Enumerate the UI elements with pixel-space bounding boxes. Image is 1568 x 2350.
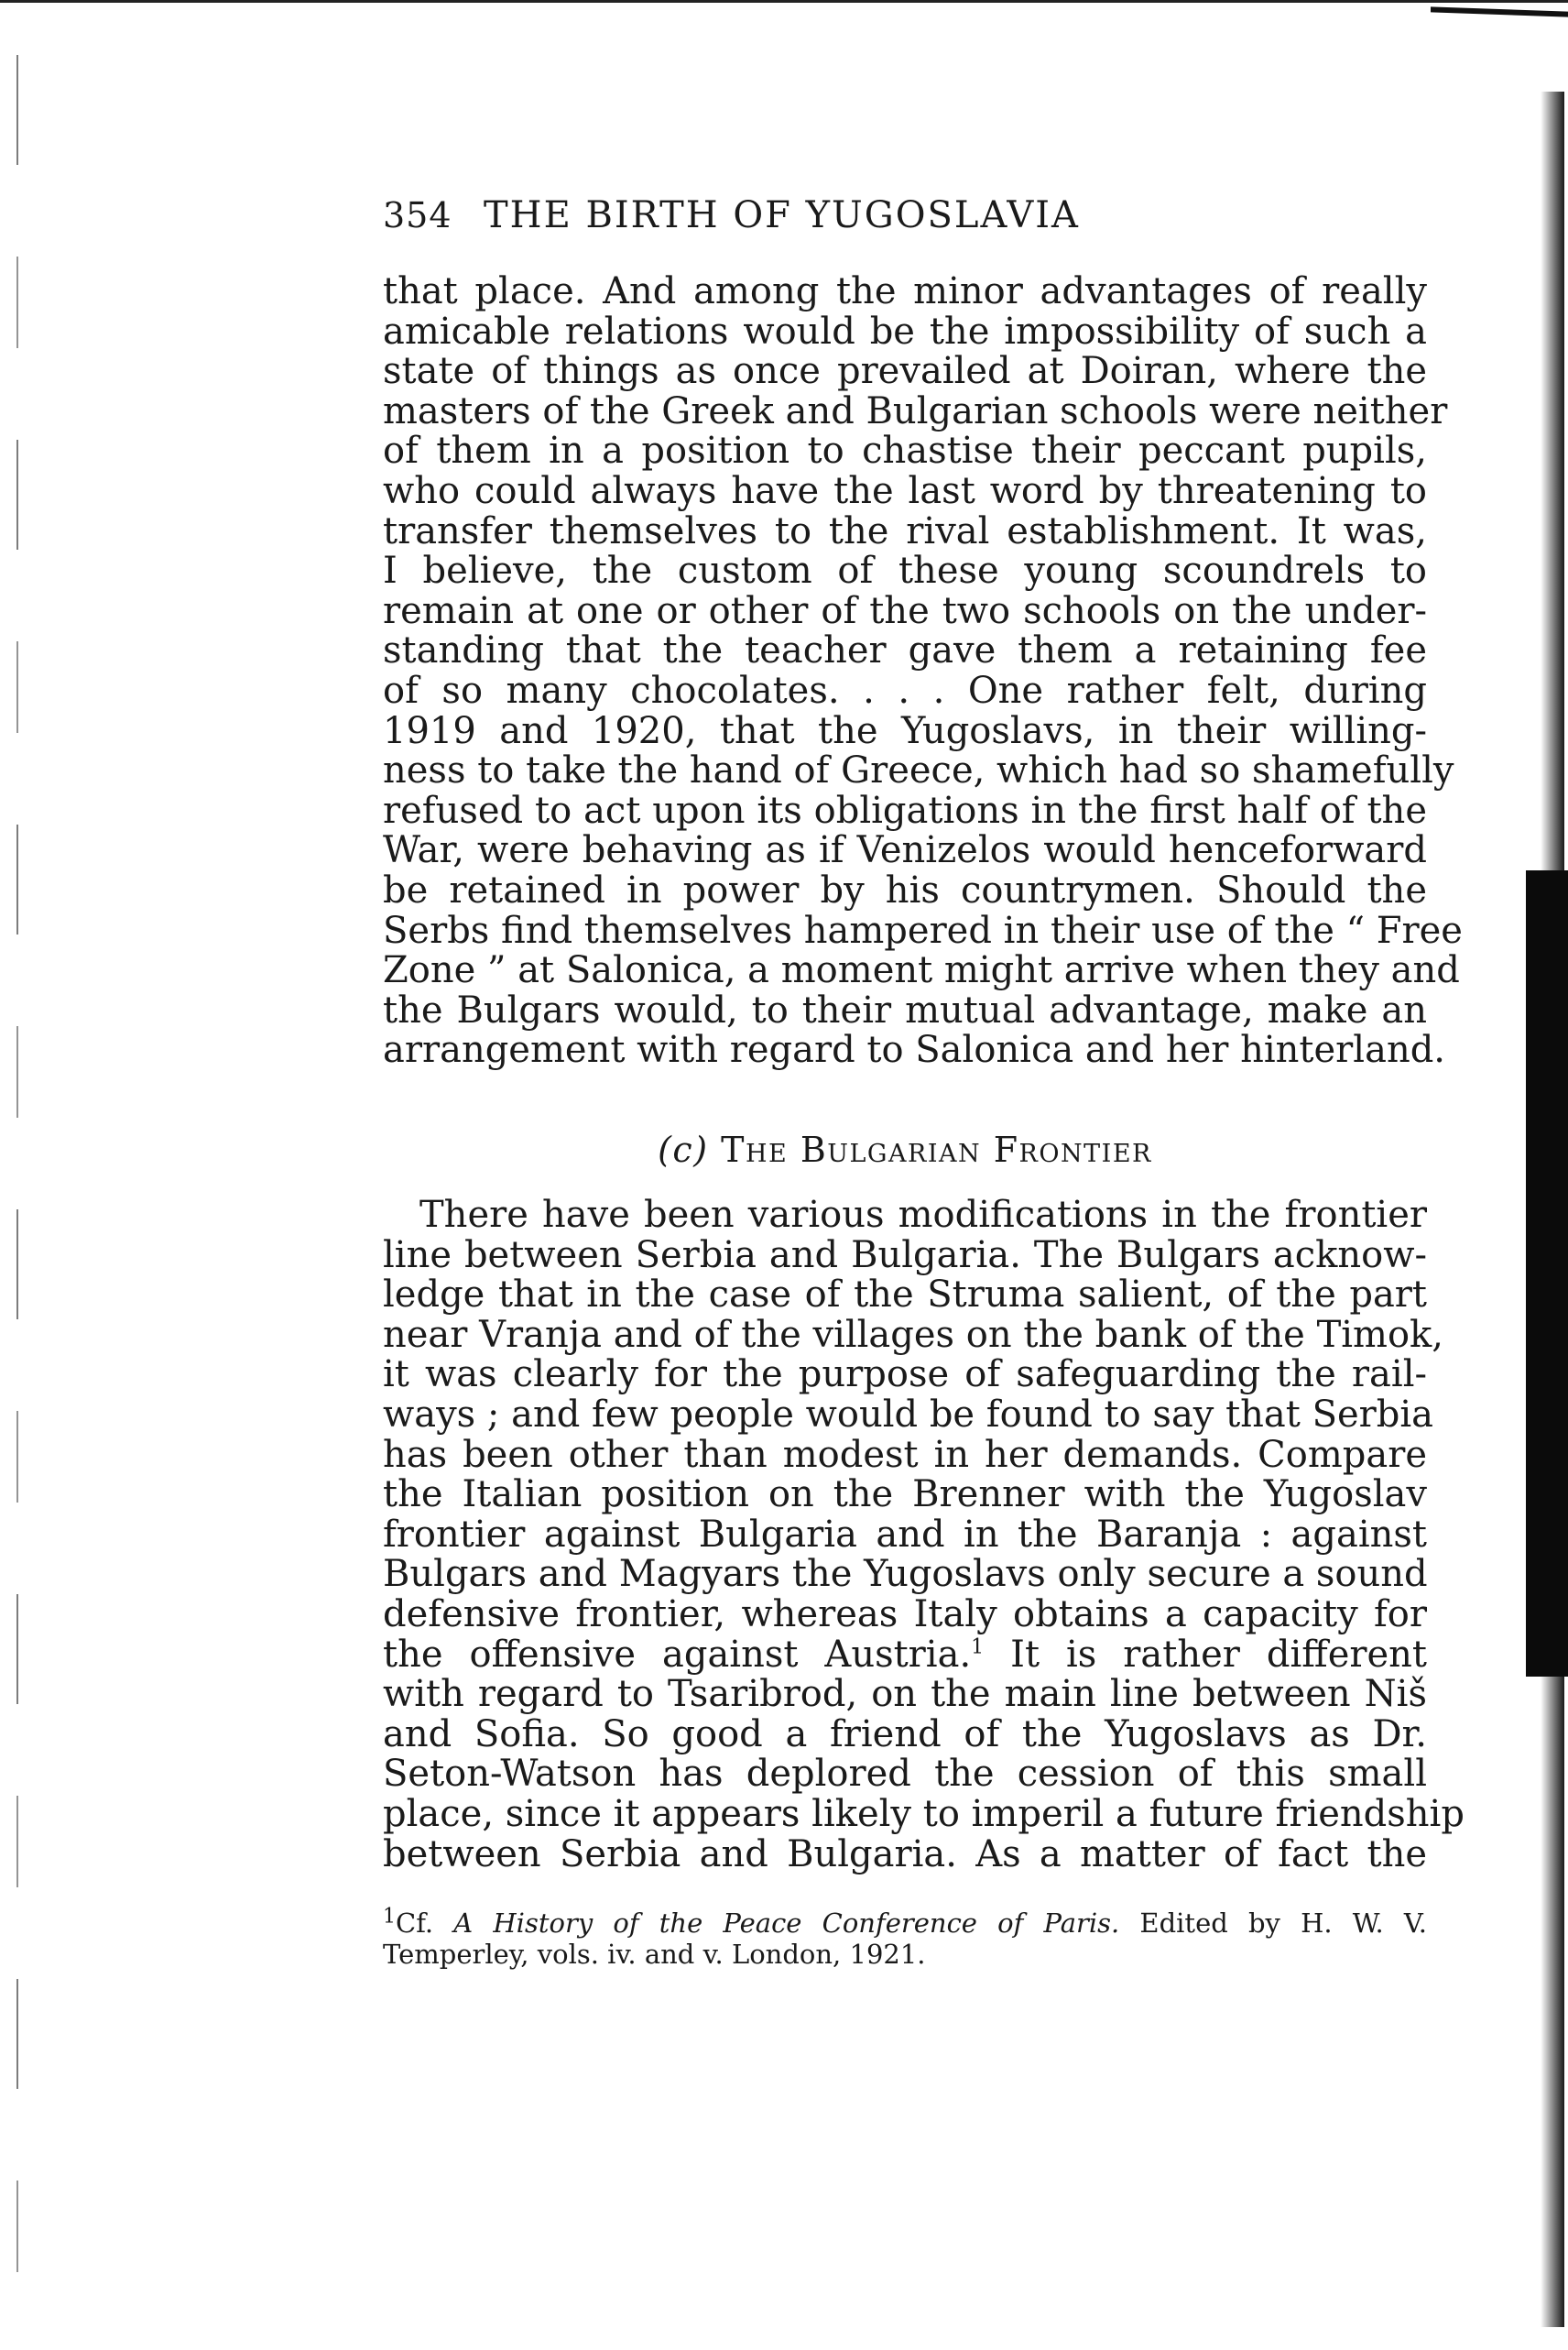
text-line: ledge that in the case of the Struma salient, of the part — [383, 1273, 1427, 1317]
text-line: with regard to Tsaribrod, on the main line between Niš — [383, 1673, 1427, 1716]
text-line: who could always have the last word by threatening to — [383, 469, 1427, 512]
footnote-line: Temperley, vols. iv. and v. London, 1921. — [383, 1939, 926, 1970]
page-number: 354 — [383, 195, 452, 235]
section-marker: (c) — [658, 1130, 709, 1170]
text-line: of them in a position to chastise their peccant pupils, — [383, 430, 1427, 473]
text-line: I believe, the custom of these young scoundrels to — [383, 550, 1427, 593]
text-line: place, since it appears likely to imperil a future friendship — [383, 1792, 1465, 1835]
text-line: Seton-Watson has deplored the cession of this small — [383, 1753, 1427, 1796]
section-subheading — [383, 1130, 1427, 1170]
text-line: be retained in power by his countrymen. Should the — [383, 869, 1427, 912]
text-line: and Sofia. So good a friend of the Yugoslavs as Dr. — [383, 1712, 1427, 1755]
text-line: standing that the teacher gave them a retaining fee — [383, 629, 1427, 672]
text-line: that place. And among the minor advantages of really — [383, 270, 1427, 312]
text-line: War, were behaving as if Venizelos would henceforward — [383, 829, 1427, 872]
footnote-reference[interactable]: 1 — [971, 1635, 985, 1659]
text-segment: the offensive against Austria. — [383, 1633, 972, 1676]
paragraph-continuation — [383, 270, 1463, 1072]
text-line: has been other than modest in her demands. Compare — [383, 1433, 1427, 1476]
text-line: refused to act upon its obligations in the first half of the — [383, 789, 1427, 832]
text-line: between Serbia and Bulgaria. As a matter of fact the — [383, 1832, 1427, 1875]
footnote-title: A History of the Peace Conference of Paris. — [453, 1907, 1120, 1939]
paragraph-bulgarian-frontier — [383, 1194, 1465, 1875]
text-line: state of things as once prevailed at Doiran, where the — [383, 350, 1427, 393]
text-line: remain at one or other of the two schools on the under- — [383, 589, 1427, 632]
text-line: amicable relations would be the impossibility of such a — [383, 310, 1427, 353]
text-line: the Bulgars would, to their mutual advantage, make an — [383, 989, 1427, 1032]
footnote-marker: 1 — [383, 1905, 396, 1929]
text-line: masters of the Greek and Bulgarian schools were neither — [383, 389, 1448, 432]
text-segment: It is rather different — [1010, 1633, 1427, 1676]
section-title: The Bulgarian Frontier — [721, 1130, 1152, 1170]
footnote-rest: Edited by H. W. V. — [1139, 1907, 1427, 1939]
text-line: of so many chocolates. . . . One rather felt, during — [383, 669, 1427, 712]
text-line: transfer themselves to the rival establishment. It was, — [383, 509, 1427, 552]
text-line: Serbs find themselves hampered in their use of the “ Free — [383, 909, 1463, 952]
text-line: it was clearly for the purpose of safeguarding the rail- — [383, 1353, 1427, 1396]
text-line: There have been various modifications in the frontier — [419, 1194, 1427, 1236]
text-line: arrangement with regard to Salonica and her hinterland. — [383, 1029, 1446, 1072]
text-line: ways ; and few people would be found to say that Serbia — [383, 1393, 1434, 1436]
running-header — [383, 194, 1427, 249]
text-line: frontier against Bulgaria and in the Baranja : against — [383, 1513, 1427, 1556]
text-line: 1919 and 1920, that the Yugoslavs, in their willing- — [383, 709, 1427, 752]
text-line: Bulgars and Magyars the Yugoslavs only secure a sound — [383, 1553, 1428, 1596]
footnote-line — [383, 1907, 1427, 1939]
text-line: defensive frontier, whereas Italy obtains a capacity for — [383, 1592, 1427, 1635]
text-line: near Vranja and of the villages on the bank of the Timok, — [383, 1313, 1444, 1356]
text-line-with-footnote-ref — [383, 1635, 1427, 1676]
text-line: ness to take the hand of Greece, which had so shamefully — [383, 749, 1454, 792]
footnote — [383, 1907, 1427, 1970]
text-line: Zone ” at Salonica, a moment might arrive when they and — [383, 949, 1460, 992]
running-title: THE BIRTH OF YUGOSLAVIA — [484, 194, 1080, 236]
text-line: the Italian position on the Brenner with the Yugoslav — [383, 1473, 1427, 1516]
footnote-prefix: Cf. — [396, 1907, 434, 1939]
text-line: line between Serbia and Bulgaria. The Bulgars acknow- — [383, 1233, 1427, 1276]
